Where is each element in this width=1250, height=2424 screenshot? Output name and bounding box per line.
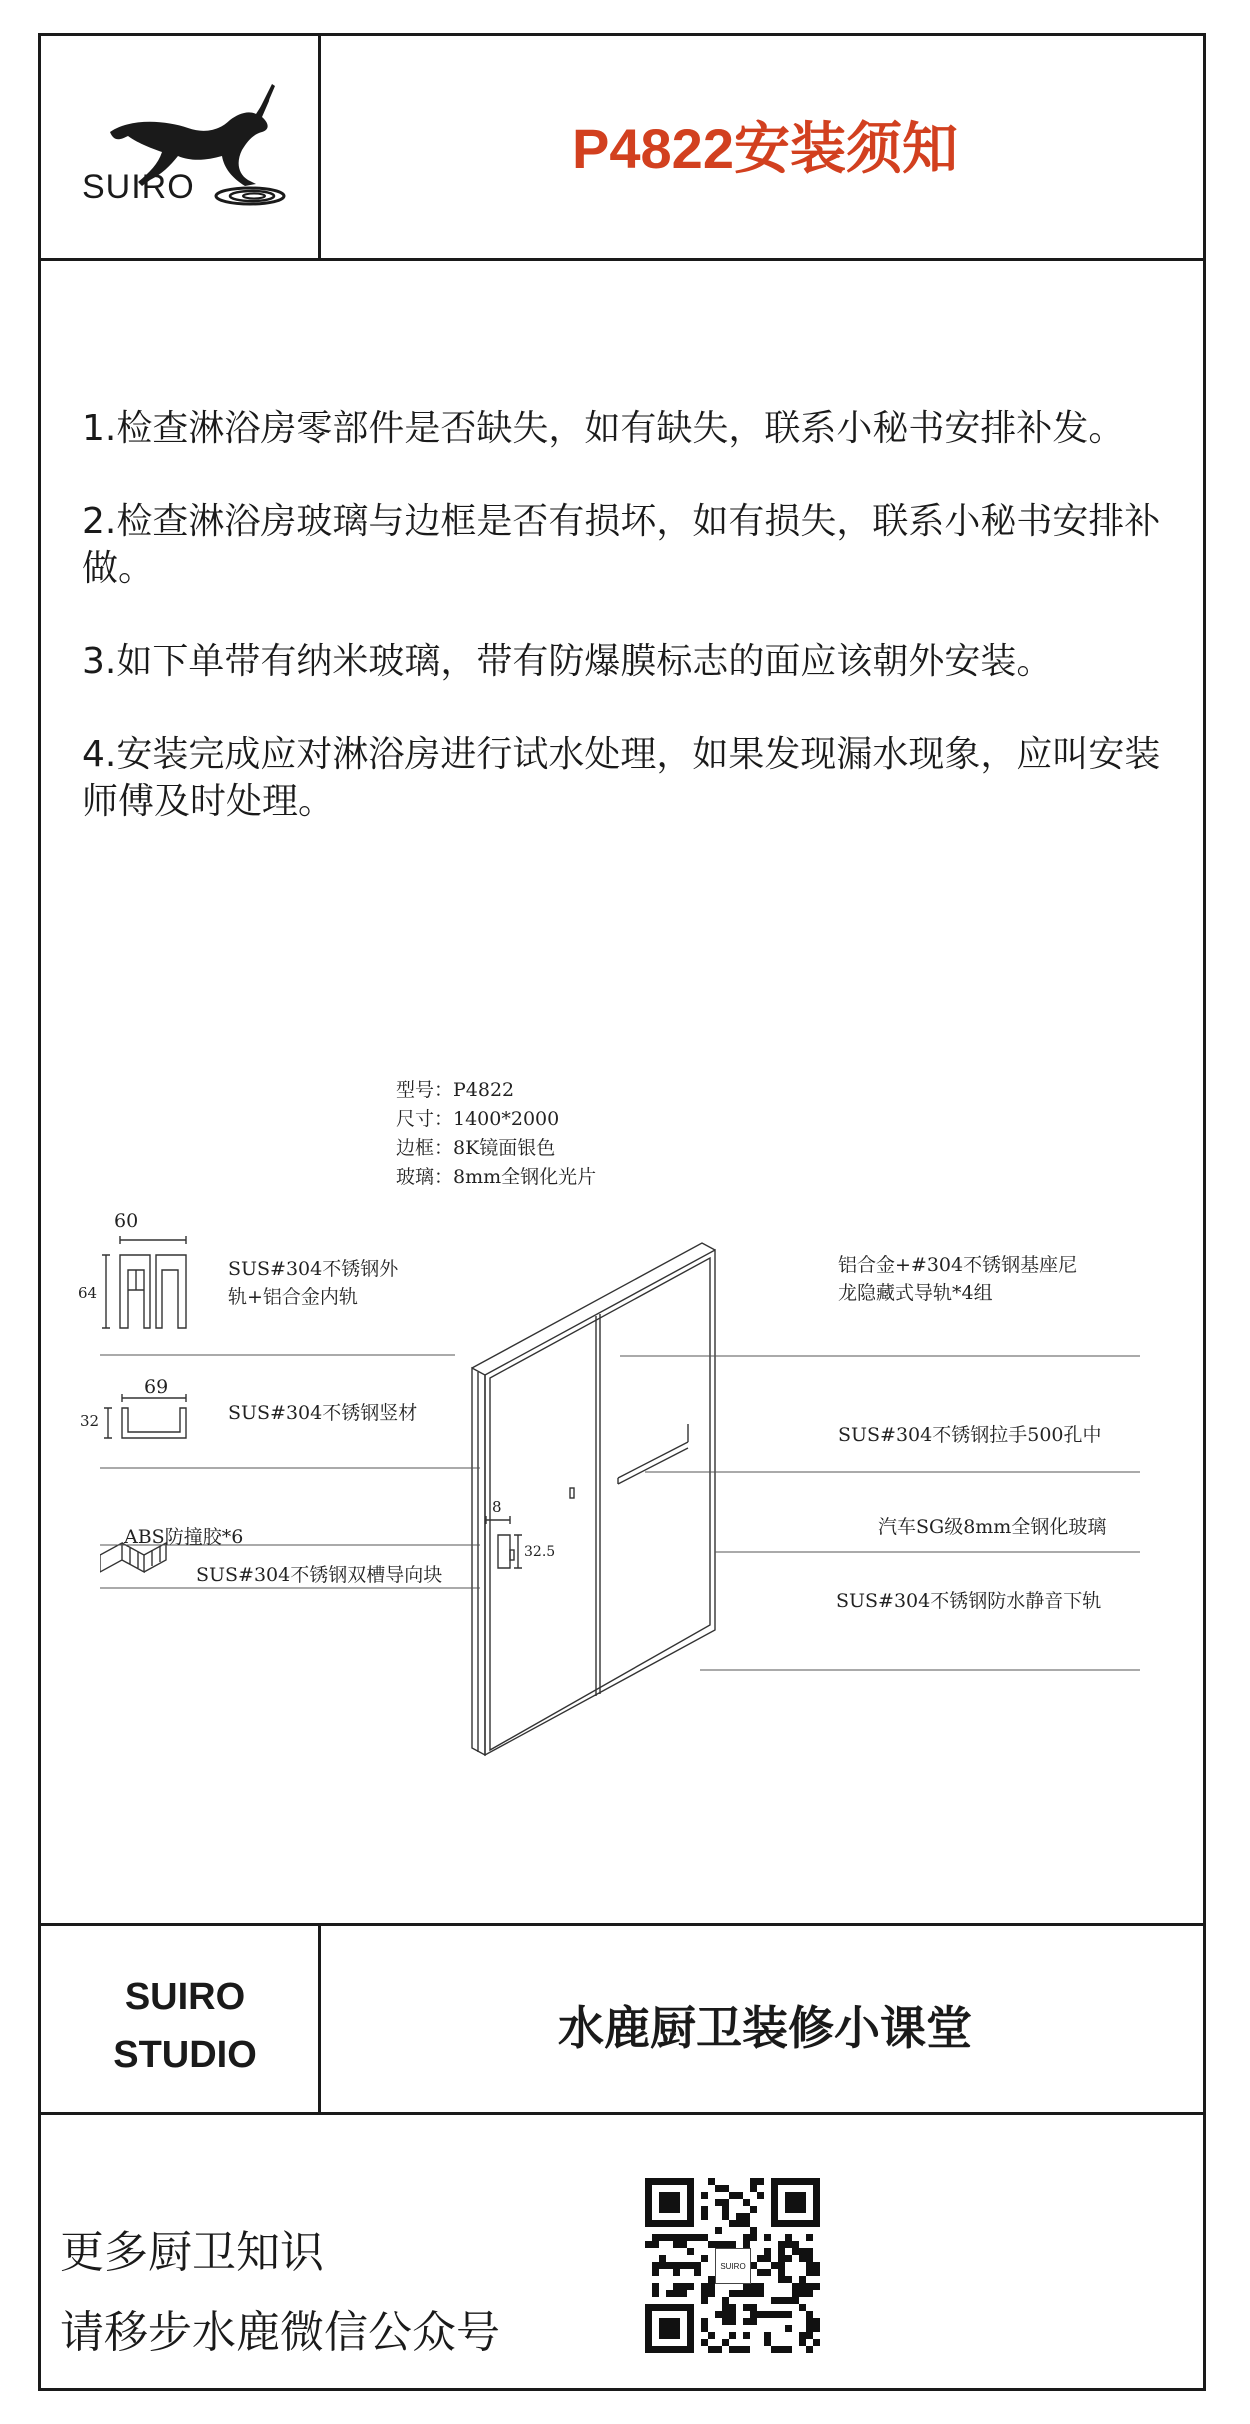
spec-frame: 边框：8K镜面银色 <box>396 1137 556 1159</box>
label-bottom-rail: SUS#304不锈钢防水静音下轨 <box>836 1590 1102 1612</box>
dim-width-69: 69 <box>144 1376 169 1398</box>
footer-column-divider <box>318 1923 321 2113</box>
label-hidden-rail: 铝合金+#304不锈钢基座尼 <box>838 1254 1078 1276</box>
label-hidden-rail-line2: 龙隐藏式导轨*4组 <box>838 1282 993 1304</box>
qr-logo-text: SUIRO <box>720 2262 746 2271</box>
label-outer-rail-line2: 轨+铝合金内轨 <box>228 1286 358 1308</box>
studio-subtitle: 水鹿厨卫装修小课堂 <box>558 2001 972 2055</box>
label-handle: SUS#304不锈钢拉手500孔中 <box>838 1424 1102 1446</box>
label-upright: SUS#304不锈钢竖材 <box>228 1402 418 1424</box>
spec-size: 尺寸：1400*2000 <box>396 1108 560 1130</box>
shower-enclosure-drawing <box>78 1210 1140 1770</box>
dim-height-32: 32 <box>80 1412 100 1430</box>
spec-model: 型号：P4822 <box>396 1079 515 1101</box>
note-4: 4.安装完成应对淋浴房进行试水处理，如果发现漏水现象，应叫安装师傅及时处理。 <box>82 734 1161 822</box>
qr-logo <box>715 2248 751 2284</box>
note-1: 1.检查淋浴房零部件是否缺失，如有缺失，联系小秘书安排补发。 <box>82 408 1125 449</box>
footer-divider-top <box>38 1923 1206 1926</box>
install-notes <box>82 405 1182 871</box>
label-glass: 汽车SG级8mm全钢化玻璃 <box>878 1516 1107 1538</box>
header-column-divider <box>318 33 321 259</box>
header-divider <box>38 258 1206 261</box>
studio-name <box>60 1968 310 2084</box>
footer-divider-bottom <box>38 2112 1206 2115</box>
note-3: 3.如下单带有纳米玻璃，带有防爆膜标志的面应该朝外安装。 <box>82 641 1053 682</box>
dim-height-64: 64 <box>78 1284 98 1302</box>
studio-name-line1: SUIRO <box>124 1976 246 2018</box>
label-outer-rail: SUS#304不锈钢外 <box>228 1258 399 1280</box>
label-bumper: ABS防撞胶*6 <box>124 1526 244 1548</box>
follow-account-text: 请移步水鹿微信公众号 <box>60 2307 500 2358</box>
product-spec <box>396 1076 596 1192</box>
studio-name-line2: STUDIO <box>113 2034 257 2076</box>
page-title: P4822安装须知 <box>572 117 958 180</box>
logo-wordmark: SUIRO <box>82 168 195 206</box>
label-guide-block: SUS#304不锈钢双槽导向块 <box>196 1564 443 1586</box>
dim-height-32-5: 32.5 <box>524 1544 556 1560</box>
dim-width-8: 8 <box>492 1498 502 1516</box>
spec-glass: 玻璃：8mm全钢化光片 <box>396 1166 597 1188</box>
more-knowledge-text: 更多厨卫知识 <box>60 2227 324 2278</box>
note-2: 2.检查淋浴房玻璃与边框是否有损坏，如有损失，联系小秘书安排补做。 <box>82 501 1161 589</box>
wechat-qr-code[interactable] <box>645 2178 820 2353</box>
dim-width-60: 60 <box>114 1210 139 1232</box>
